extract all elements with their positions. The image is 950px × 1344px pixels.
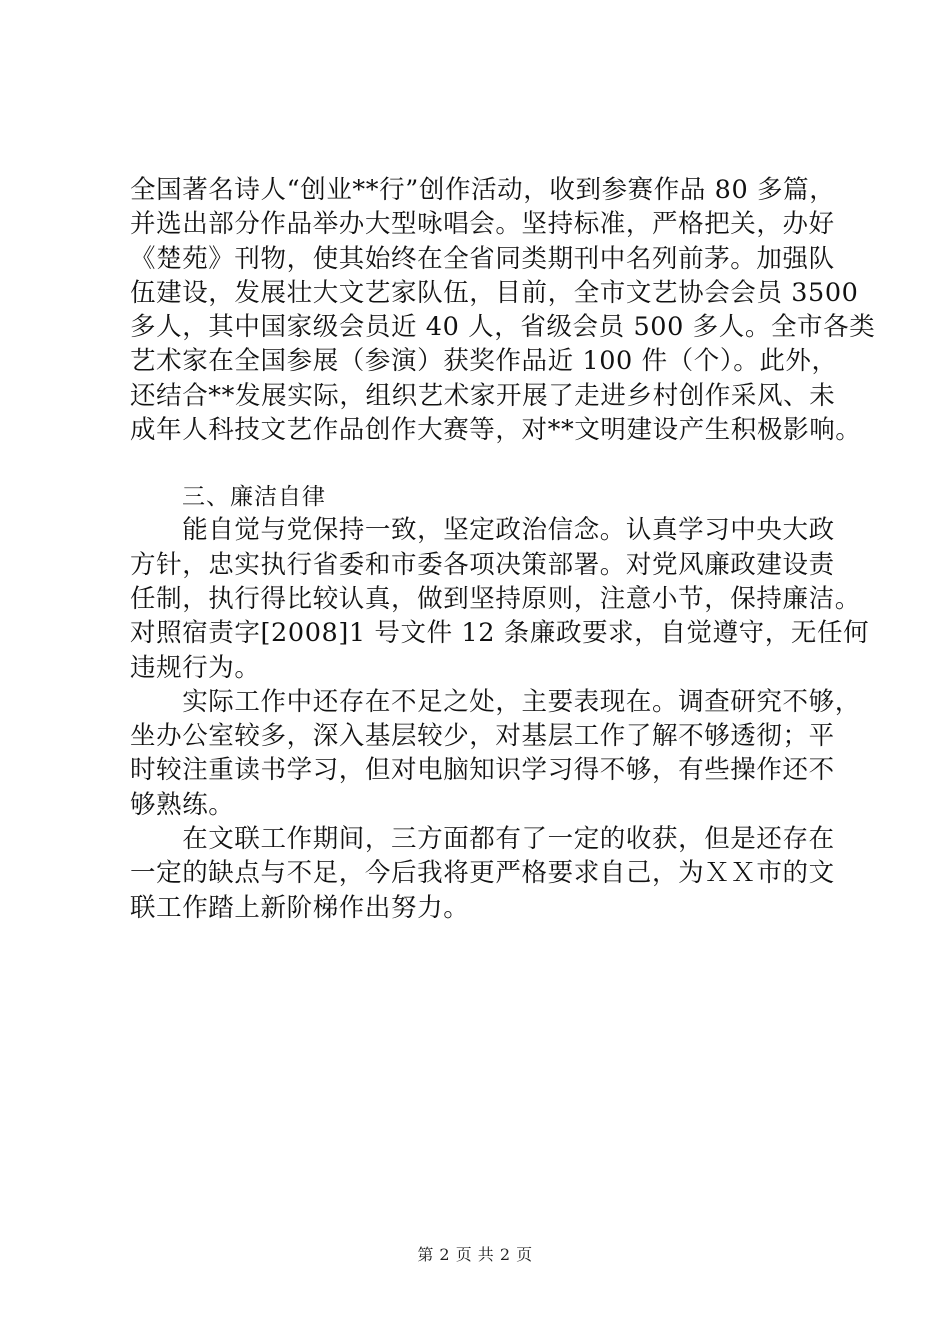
paragraph-shortcomings <box>130 685 861 822</box>
section-heading: 三、廉洁自律 <box>182 484 326 511</box>
text-line: 坐办公室较多，深入基层较少，对基层工作了解不够透彻；平 <box>130 721 835 752</box>
text-line: 任制，执行得比较认真，做到坚持原则，注意小节，保持廉洁。 <box>130 583 861 614</box>
text-line: 伍建设，发展壮大文艺家队伍，目前，全市文艺协会会员 3500 <box>130 277 859 308</box>
text-line: 艺术家在全国参展（参演）获奖作品近 100 件（个）。此外， <box>130 346 838 377</box>
text-line: 够熟练。 <box>130 789 235 820</box>
text-line: 时较注重读书学习，但对电脑知识学习得不够，有些操作还不 <box>130 755 835 786</box>
text-line: 能自觉与党保持一致，坚定政治信念。认真学习中央大政 <box>130 515 835 546</box>
document-body <box>130 173 876 925</box>
text-line: 违规行为。 <box>130 652 261 683</box>
text-line: 多人，其中国家级会员近 40 人，省级会员 500 多人。全市各类 <box>130 312 876 343</box>
page-number-footer: 第 2 页 共 2 页 <box>417 1245 533 1264</box>
paragraph-conclusion <box>130 822 835 925</box>
paragraph-integrity <box>130 513 870 684</box>
text-line: 《楚苑》刊物，使其始终在全省同类期刊中名列前茅。加强队 <box>130 243 835 274</box>
text-line: 全国著名诗人“创业**行”创作活动，收到参赛作品 80 多篇， <box>130 175 836 205</box>
text-line: 方针，忠实执行省委和市委各项决策部署。对党风廉政建设责 <box>130 549 835 580</box>
text-line: 联工作踏上新阶梯作出努力。 <box>130 892 470 923</box>
text-line: 在文联工作期间，三方面都有了一定的收获，但是还存在 <box>130 824 835 855</box>
text-line: 还结合**发展实际，组织艺术家开展了走进乡村创作采风、未 <box>130 380 836 411</box>
text-line: 一定的缺点与不足，今后我将更严格要求自己，为ＸＸ市的文 <box>130 858 835 889</box>
text-line: 并选出部分作品举办大型咏唱会。坚持标准，严格把关，办好 <box>130 209 835 240</box>
paragraph-achievements <box>130 173 876 447</box>
paragraph-spacer <box>130 447 830 481</box>
text-line: 实际工作中还存在不足之处，主要表现在。调查研究不够， <box>130 686 861 717</box>
text-line: 对照宿责字[2008]1 号文件 12 条廉政要求，自觉遵守，无任何 <box>130 618 870 649</box>
text-line: 成年人科技文艺作品创作大赛等，对**文明建设产生积极影响。 <box>130 415 862 446</box>
